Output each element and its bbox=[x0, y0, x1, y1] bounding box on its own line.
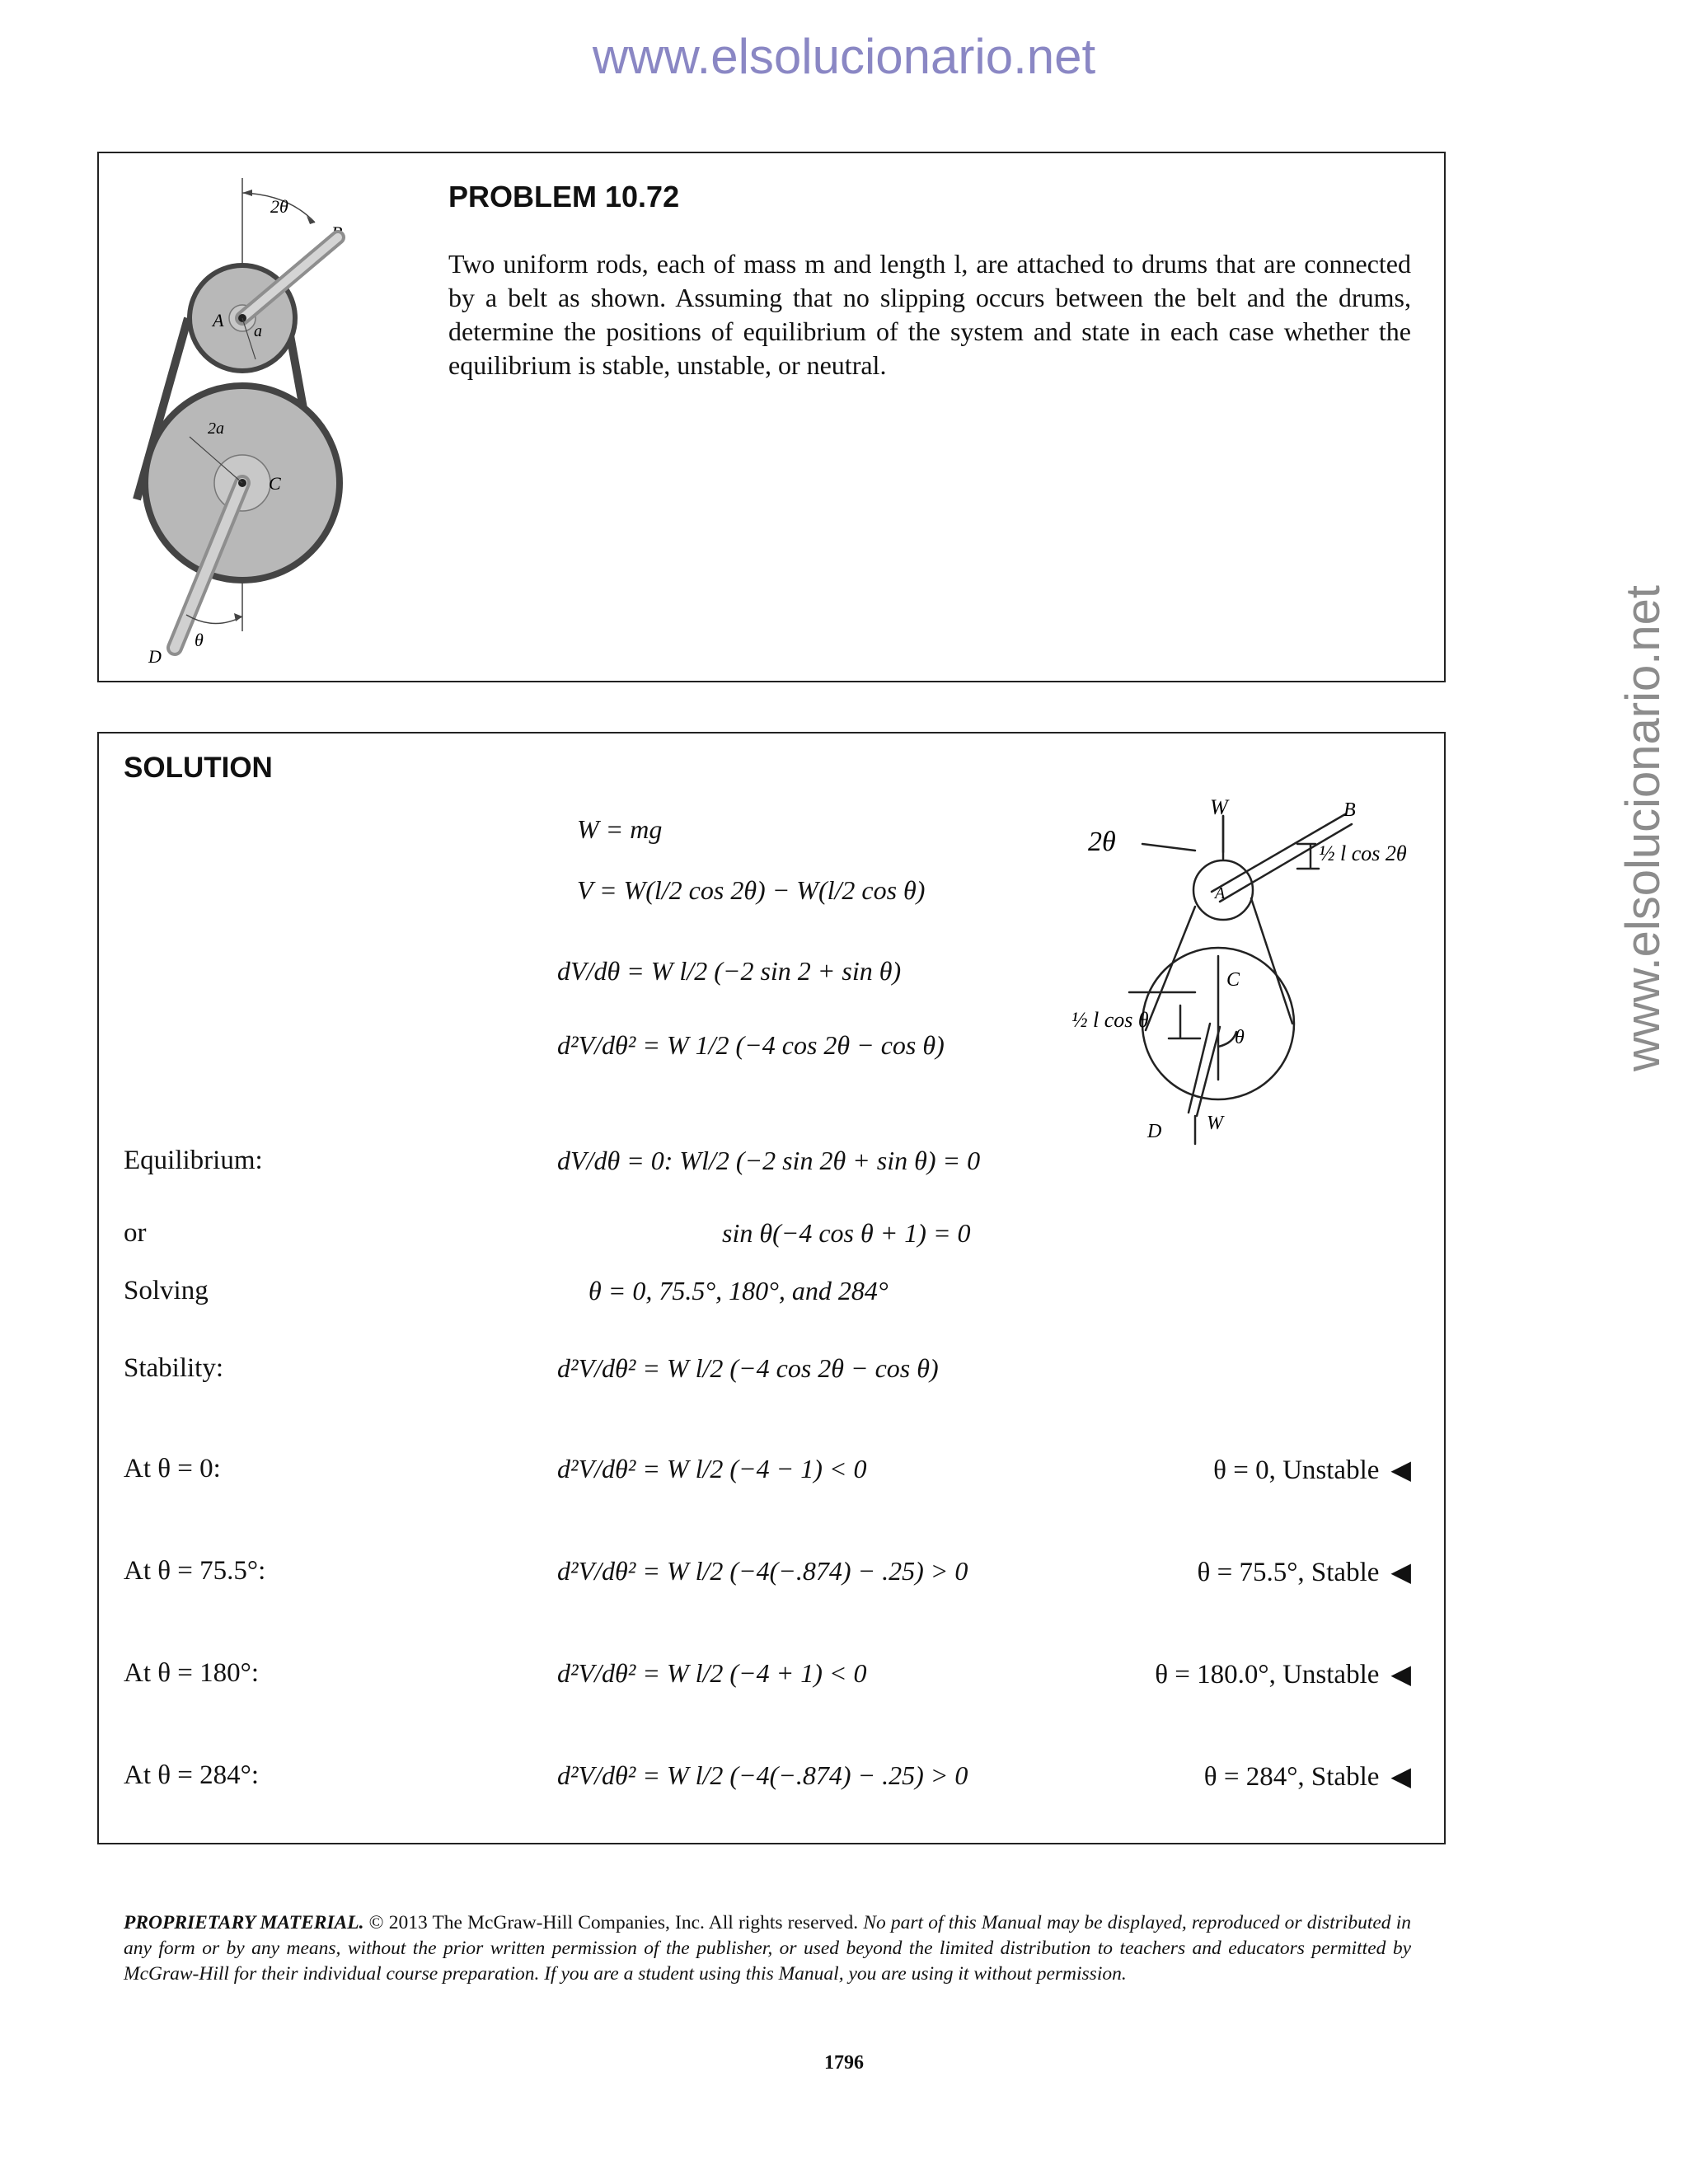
eq-or: sin θ(−4 cos θ + 1) = 0 bbox=[722, 1218, 971, 1248]
case-3-answer: θ = 284°, Stable ◀ bbox=[1203, 1761, 1411, 1792]
problem-figure bbox=[99, 153, 429, 681]
sketch-half-l-costheta: ½ l cos θ bbox=[1071, 1008, 1149, 1032]
footer-notice: PROPRIETARY MATERIAL. © 2013 The McGraw-Hill Companies, Inc. All rights reserved. No part of this Manual may be displayed, reproduced or distributed in any form or by any means, without the prior written permission of the publisher, or used beyond the limited distribution to teachers and educators permitted by McGraw-Hill for their individual course preparation. If you are a student using this Manual, you are using it without permission. bbox=[124, 1912, 1411, 1985]
solution-box bbox=[97, 732, 1446, 1844]
page-number: 1796 bbox=[824, 2052, 864, 2074]
case-1-label: At θ = 75.5°: bbox=[124, 1556, 266, 1586]
eq-dv: dV/dθ = W l/2 (−2 sin 2 + sin θ) bbox=[557, 956, 902, 986]
problem-title: PROBLEM 10.72 bbox=[448, 180, 680, 213]
eq-v: V = W(l/2 cos 2θ) − W(l/2 cos θ) bbox=[577, 875, 926, 905]
solution-title: SOLUTION bbox=[124, 752, 273, 784]
case-1-eq: d²V/dθ² = W l/2 (−4(−.874) − .25) > 0 bbox=[557, 1556, 968, 1586]
sketch-theta: θ bbox=[1235, 1027, 1245, 1048]
case-2-answer: θ = 180.0°, Unstable ◀ bbox=[1155, 1659, 1411, 1690]
label-equilibrium: Equilibrium: bbox=[124, 1146, 263, 1175]
sketch-w-top: W bbox=[1210, 799, 1228, 819]
solution-sketch bbox=[1071, 799, 1434, 1146]
case-3-label: At θ = 284°: bbox=[124, 1760, 260, 1790]
eq-d2v: d²V/dθ² = W 1/2 (−4 cos 2θ − cos θ) bbox=[557, 1030, 945, 1060]
case-3-eq: d²V/dθ² = W l/2 (−4(−.874) − .25) > 0 bbox=[557, 1760, 968, 1790]
label-A: A bbox=[213, 310, 224, 330]
sketch-b: B bbox=[1343, 799, 1356, 821]
label-D: D bbox=[148, 646, 162, 667]
case-0-answer: θ = 0, Unstable ◀ bbox=[1213, 1455, 1411, 1485]
eq-w: W = mg bbox=[577, 814, 663, 844]
label-a: a bbox=[254, 322, 262, 340]
problem-statement: Two uniform rods, each of mass m and length l, are attached to drums that are connected by a belt as shown. Assuming that no slipping occurs between the belt and the drums, determine the positions of equilibrium of the system and state in each case whether the equilibrium is stable, unstable, or neutral. bbox=[448, 249, 1411, 380]
sketch-2theta: 2θ bbox=[1088, 827, 1116, 857]
sketch-a: A bbox=[1215, 884, 1226, 902]
label-solving: Solving bbox=[124, 1276, 209, 1305]
sketch-w-bottom: W bbox=[1207, 1113, 1223, 1134]
problem-box bbox=[97, 152, 1446, 682]
label-2theta: 2θ bbox=[270, 196, 288, 217]
eq-equilibrium: dV/dθ = 0: Wl/2 (−2 sin 2θ + sin θ) = 0 bbox=[557, 1146, 981, 1175]
case-1-answer: θ = 75.5°, Stable ◀ bbox=[1197, 1557, 1411, 1587]
sketch-half-l-cos2theta: ½ l cos 2θ bbox=[1319, 841, 1407, 865]
label-or: or bbox=[124, 1218, 147, 1248]
label-2a: 2a bbox=[208, 419, 224, 438]
case-0-label: At θ = 0: bbox=[124, 1454, 221, 1483]
label-C: C bbox=[269, 473, 281, 494]
eq-solving: θ = 0, 75.5°, 180°, and 284° bbox=[588, 1276, 889, 1305]
watermark-top: www.elsolucionario.net bbox=[592, 29, 1096, 84]
eq-stability: d²V/dθ² = W l/2 (−4 cos 2θ − cos θ) bbox=[557, 1353, 939, 1383]
label-stability: Stability: bbox=[124, 1353, 224, 1383]
sketch-d: D bbox=[1147, 1121, 1162, 1142]
case-0-eq: d²V/dθ² = W l/2 (−4 − 1) < 0 bbox=[557, 1454, 867, 1483]
case-2-label: At θ = 180°: bbox=[124, 1658, 260, 1688]
label-theta: θ bbox=[195, 630, 204, 650]
case-2-eq: d²V/dθ² = W l/2 (−4 + 1) < 0 bbox=[557, 1658, 867, 1688]
watermark-side: www.elsolucionario.net bbox=[1616, 585, 1670, 1071]
sketch-c: C bbox=[1226, 969, 1240, 991]
